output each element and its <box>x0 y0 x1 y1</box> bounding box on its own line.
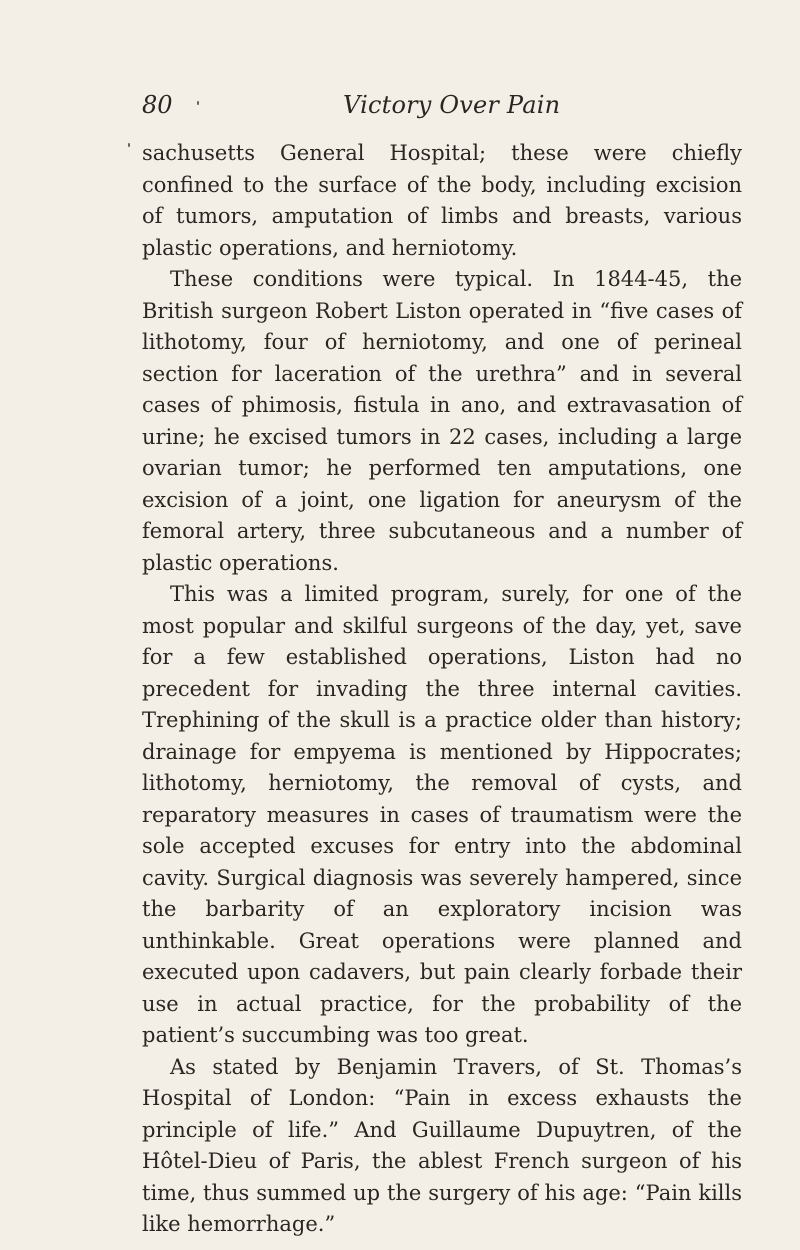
running-head <box>142 88 742 122</box>
paragraph-2: These conditions were typical. In 1844-45, the British surgeon Robert Liston operated in “five cases of lithotomy, four of herniotomy, and one of perineal section for laceration of the urethra” and in several cases of phimosis, fistula in ano, and extravasation of urine; he excised tumors in 22 cases, including a large ovarian tumor; he performed ten amputations, one excision of a joint, one ligation for aneurysm of the femoral artery, three subcutaneous and a number of plastic operations. <box>142 267 742 575</box>
paragraph-4: As stated by Benjamin Travers, of St. Thomas’s Hospital of London: “Pain in excess exhausts the principle of life.” And Guillaume Dupuytren, of the Hôtel-Dieu of Paris, the ablest French surgeon of his time, thus summed up the surgery of his age: “Pain kills like hemorrhage.” <box>142 1054 742 1236</box>
print-speck <box>197 101 199 105</box>
page-number: 80 <box>142 91 173 119</box>
body-text <box>142 138 742 1241</box>
paragraph-3: This was a limited program, surely, for one of the most popular and skilful surgeons of the day, yet, save for a few established operations, Liston had no precedent for invading the three internal cavities. Trephining of the skull is a practice older than history; drainage for empyema is mentioned by Hippocrates; lithotomy, herniotomy, the removal of cysts, and reparatory measures in cases of traumatism were the sole accepted excuses for entry into the abdominal cavity. Surgical diagnosis was severely hampered, since the barbarity of an exploratory incision was unthinkable. Great operations were planned and executed upon cadavers, but pain clearly forbade their use in actual practice, for the probability of the patient’s succumbing was too great. <box>142 582 742 1047</box>
print-speck <box>128 143 130 147</box>
running-title: Victory Over Pain <box>343 91 561 119</box>
paragraph-1: sachusetts General Hospital; these were chiefly confined to the surface of the body, including excision of tumors, amputation of limbs and breasts, various plastic operations, and herniotomy. <box>142 141 742 260</box>
